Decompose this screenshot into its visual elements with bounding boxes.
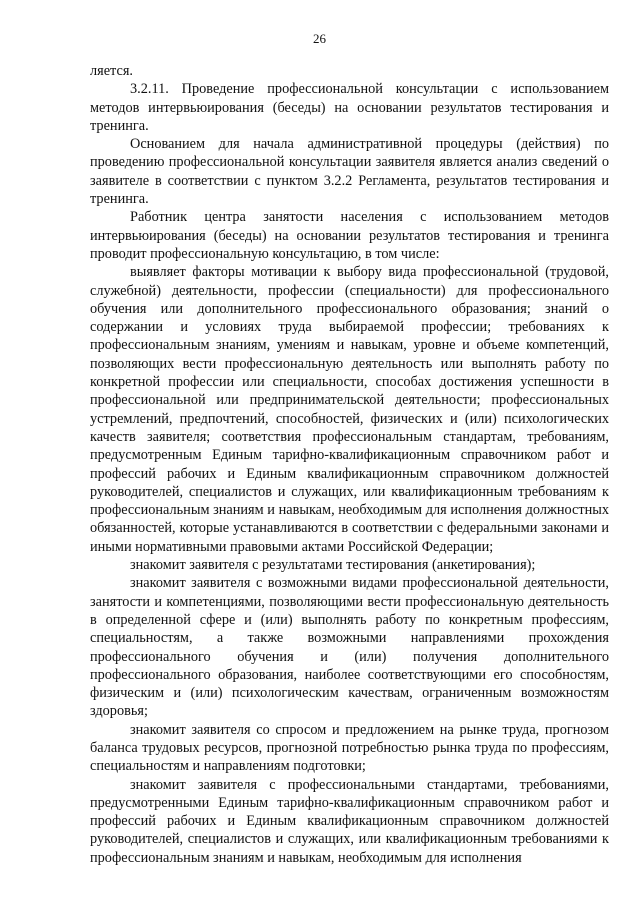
paragraph-activity-types: знакомит заявителя с возможными видами профессиональной деятельности, занятости и компетенциями, позволяющими вести профессиональную деятельность в определенной сфере и (или) выполнять работу по конкретным профессиям, специальностям, а также возможными направлениями прохождения профессионального обучения и (или) получения дополнительного профессионального образования, наиболее соответствующими его способностям, физическим и (или) психологическим качествам, ограниченным возможностям здоровья; (90, 575, 609, 720)
paragraph-identifies-factors: выявляет факторы мотивации к выбору вида профессиональной (трудовой, служебной) деятельности, профессии (специальности) для профессионального обучения или дополнительного профессионального образования; знаний о содержании и условиях труда выбираемой профессии; требованиях к профессиональным знаниям, умениям и навыкам, уровне и объеме компетенций, позволяющих вести профессиональную деятельность или выполнять работу по конкретной профессии или специальности, способах достижения успешности в профессиональной или предпринимательской деятельности; профессиональных устремлений, предпочтений, способностей, физических и (или) психологических качеств заявителя; соответствия профессиональным стандартам, требованиям, предусмотренным Единым тарифно-квалификационным справочником работ и профессий рабочих и Единым квалификационным справочником должностей руководителей, специалистов и служащих, или квалификационным требованиям к профессиональным знаниям и навыкам, необходимым для исполнения должностных обязанностей, которые устанавливаются в соответствии с федеральными законами и иными нормативными правовыми актами Российской Федерации; (90, 264, 609, 555)
paragraph-worker-consultation: Работник центра занятости населения с использованием методов интервьюирования (беседы) на основании результатов тестирования и тренинга проводит профессиональную консультацию, в том числе: (90, 209, 609, 262)
document-body (90, 62, 609, 867)
page-number: 26 (313, 31, 326, 46)
paragraph-labor-market: знакомит заявителя со спросом и предложением на рынке труда, прогнозом баланса трудовых ресурсов, прогнозной потребностью рынка труда по профессиям, специальностям и направлениям подготовки; (90, 721, 609, 775)
paragraph-basis: Основанием для начала административной процедуры (действия) по проведению профессиональной консультации заявителя является анализ сведений о заявителе в соответствии с пунктом 3.2.2 Регламента, результатов тестирования и тренинга. (90, 136, 609, 208)
paragraph-section-heading: 3.2.11. Проведение профессиональной консультации с использованием методов интервьюирования (беседы) на основании результатов тестирования и тренинга. (90, 81, 609, 134)
paragraph-test-results: знакомит заявителя с результатами тестирования (анкетирования); (130, 557, 536, 574)
paragraph-continuation: ляется. (90, 63, 133, 79)
paragraph-professional-standards: знакомит заявителя с профессиональными стандартами, требованиями, предусмотренными Единым тарифно-квалификационным справочником работ и профессий рабочих и Единым квалификационным справочником должностей руководителей, специалистов и служащих, или квалификационным требованиями к профессиональным знаниям и навыкам, необходимым для исполнения (90, 776, 609, 866)
